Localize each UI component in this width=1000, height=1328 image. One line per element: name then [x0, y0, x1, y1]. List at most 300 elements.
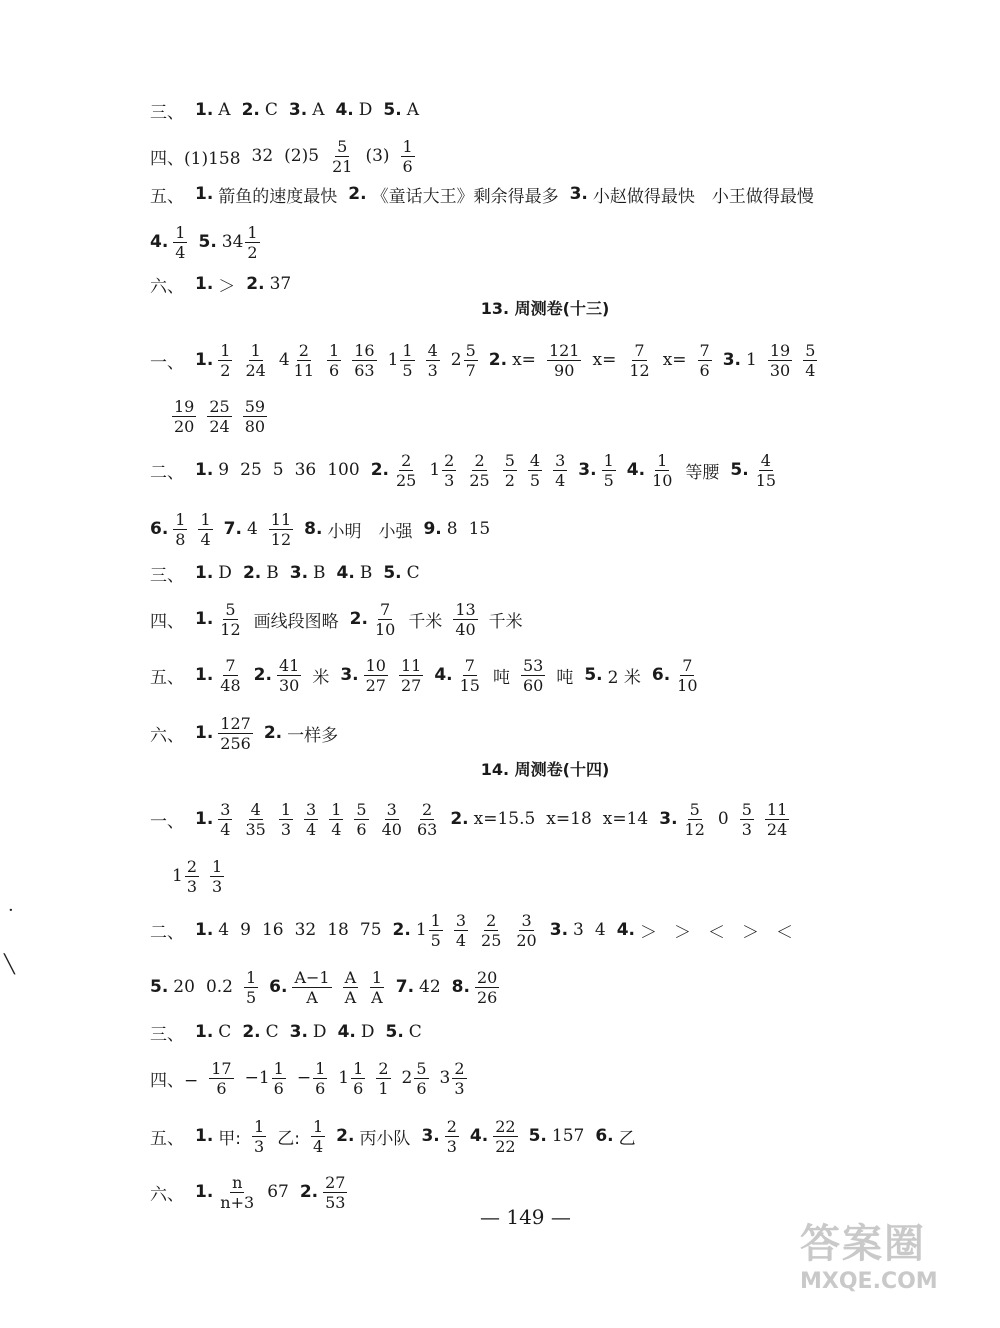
answer-text: 100	[327, 460, 360, 480]
question-number: 3.	[659, 809, 678, 829]
fraction	[698, 341, 712, 380]
answer-line	[172, 392, 278, 440]
whole-number: 1	[338, 1068, 350, 1088]
fraction-stack	[627, 341, 651, 380]
question-number: 4.	[150, 232, 169, 252]
denominator: 35	[245, 819, 266, 839]
question-number: 5.	[383, 100, 402, 120]
answer-text: 四、−	[150, 1070, 199, 1091]
answer-text: 15	[468, 519, 491, 539]
answer-text: x=	[592, 350, 617, 370]
answer-text: 吨	[556, 667, 574, 688]
fraction	[440, 1059, 467, 1098]
numerator: 2	[422, 799, 433, 819]
fraction-stack	[547, 341, 582, 380]
whole-number: 4	[278, 350, 290, 370]
fraction	[803, 341, 817, 380]
question-number: 1.	[195, 1022, 214, 1042]
question-number: 5.	[528, 1126, 547, 1146]
answer-text: 五、	[150, 186, 184, 207]
fraction	[369, 968, 385, 1007]
answer-line	[150, 963, 510, 1011]
whole-number: −1	[244, 1068, 270, 1088]
question-number: 3.	[340, 665, 359, 685]
fraction	[218, 1173, 256, 1212]
fraction	[394, 451, 418, 490]
question-number: 3.	[722, 350, 742, 370]
denominator: A	[344, 987, 357, 1007]
question-number: 3.	[288, 100, 308, 120]
fraction	[279, 341, 316, 380]
denominator: 5	[529, 470, 541, 490]
answer-line	[150, 260, 302, 308]
answer-line	[150, 906, 804, 954]
answer-line	[150, 1168, 358, 1216]
denominator: A	[371, 987, 383, 1007]
numerator: 3	[455, 910, 467, 930]
answer-text: D	[358, 100, 373, 120]
fraction-stack	[272, 1059, 286, 1098]
numerator: 127	[220, 713, 251, 733]
answer-text: 画线段图略	[253, 611, 339, 632]
fraction	[475, 968, 499, 1007]
answer-text: 乙	[618, 1128, 636, 1149]
numerator: 5	[504, 450, 515, 470]
denominator: 11	[293, 360, 315, 380]
question-number: 5.	[383, 563, 402, 583]
fraction	[209, 1059, 233, 1098]
answer-text: x=	[662, 350, 687, 370]
answer-line	[150, 1008, 433, 1056]
numerator: 2	[454, 1058, 465, 1078]
denominator: 2	[220, 360, 231, 380]
fraction-stack	[313, 1059, 327, 1098]
whole-number: 3	[439, 1068, 451, 1088]
answer-text: 乙:	[277, 1128, 300, 1149]
answer-line	[150, 1054, 478, 1102]
watermark-logo	[800, 1212, 990, 1322]
fraction	[451, 341, 478, 380]
numerator: 7	[699, 340, 710, 360]
fraction	[218, 714, 253, 753]
numerator: 4	[529, 450, 541, 470]
answer-text: 千米	[408, 611, 443, 632]
fraction-stack	[479, 911, 503, 950]
numerator: 1	[220, 340, 231, 360]
question-number: 1.	[195, 809, 214, 829]
denominator: 20	[516, 930, 537, 950]
question-number: 1.	[195, 665, 214, 685]
numerator: 5	[805, 340, 816, 360]
fraction	[388, 341, 415, 380]
denominator: 7	[465, 360, 476, 380]
fraction-stack	[514, 911, 538, 950]
denominator: 2	[504, 470, 515, 490]
numerator: 5	[741, 799, 752, 819]
numerator: 1	[200, 509, 211, 529]
denominator: 6	[353, 1078, 364, 1098]
question-number: 4.	[434, 665, 453, 685]
fraction	[173, 510, 187, 549]
fraction	[173, 223, 187, 262]
answer-text: x=14	[602, 809, 649, 829]
fraction	[402, 1059, 429, 1098]
answer-text: 小明 小强	[327, 521, 413, 542]
fraction	[207, 397, 231, 436]
fraction	[354, 800, 368, 839]
fraction	[243, 341, 267, 380]
question-number: 3.	[421, 1126, 440, 1146]
fraction-stack	[754, 451, 778, 490]
fraction	[252, 1117, 266, 1156]
fraction	[754, 451, 778, 490]
fraction	[683, 800, 707, 839]
question-number: 2.	[392, 920, 411, 940]
answer-text: 丙小队	[359, 1128, 411, 1149]
denominator: 60	[522, 675, 544, 695]
answer-text: 4	[246, 519, 258, 539]
question-number: 5.	[150, 977, 169, 997]
fraction-stack	[429, 911, 443, 950]
numerator: 1	[247, 222, 258, 242]
denominator: 4	[312, 1136, 324, 1156]
answer-text: 三、	[150, 565, 184, 586]
answer-text: 32	[294, 920, 317, 940]
question-number: 7.	[395, 977, 415, 997]
fraction-stack	[218, 341, 232, 380]
question-number: 2.	[242, 563, 262, 583]
numerator: 1	[212, 856, 223, 876]
fraction	[311, 1117, 325, 1156]
fraction-stack	[245, 223, 259, 262]
question-number: 1.	[195, 274, 214, 294]
fraction	[415, 800, 439, 839]
denominator: 10	[374, 619, 396, 639]
fraction	[553, 451, 567, 490]
fraction	[479, 911, 503, 950]
fraction	[338, 1059, 365, 1098]
answer-text: x=18	[546, 809, 592, 829]
fraction-stack	[399, 656, 423, 695]
fraction	[467, 451, 491, 490]
answer-text: 9	[218, 460, 230, 480]
fraction	[245, 1059, 286, 1098]
denominator: 12	[270, 529, 292, 549]
answer-text: 小赵做得最快 小王做得最慢	[592, 186, 814, 207]
denominator: 21	[332, 156, 353, 176]
numerator: 2	[401, 450, 412, 470]
question-number: 5.	[730, 460, 749, 480]
numerator: 2	[474, 450, 485, 470]
numerator: 17	[211, 1058, 232, 1078]
fraction-stack	[218, 800, 232, 839]
fraction-stack	[292, 341, 316, 380]
denominator: 4	[455, 930, 467, 950]
numerator: 3	[306, 799, 317, 819]
question-number: 1.	[195, 100, 214, 120]
numerator: 2	[486, 910, 497, 930]
numerator: 1	[402, 340, 413, 360]
question-number: 2.	[241, 100, 260, 120]
fraction-stack	[173, 510, 187, 549]
section-title: 14. 周测卷(十四)	[480, 760, 610, 779]
question-number: 1.	[195, 350, 214, 370]
numerator: 1	[657, 450, 668, 470]
question-number: 5.	[385, 1022, 404, 1042]
fraction	[675, 656, 699, 695]
numerator: 1	[280, 799, 292, 819]
numerator: 22	[495, 1116, 516, 1136]
numerator: 7	[682, 655, 693, 675]
denominator: 40	[381, 819, 402, 839]
answer-text: B	[359, 563, 373, 583]
question-number: 4.	[616, 920, 635, 940]
numerator: 1	[254, 1116, 265, 1136]
answer-text: 甲:	[218, 1128, 242, 1149]
fraction-stack	[426, 341, 440, 380]
fraction	[269, 510, 293, 549]
answer-text: 0	[717, 809, 729, 829]
numerator: 121	[548, 340, 580, 360]
fraction	[218, 600, 242, 639]
fraction	[445, 1117, 459, 1156]
question-number: 2.	[242, 1022, 261, 1042]
fraction-stack	[765, 800, 789, 839]
whole-number: 2	[401, 1068, 413, 1088]
numerator: 5	[689, 799, 700, 819]
denominator: 3	[254, 1136, 265, 1156]
fraction-stack	[252, 1117, 266, 1156]
numerator: 2	[446, 1116, 457, 1136]
answer-text: C	[408, 1022, 422, 1042]
fraction-stack	[376, 1059, 390, 1098]
fraction-stack	[277, 656, 301, 695]
answer-text: 一样多	[287, 725, 339, 746]
denominator: 5	[603, 470, 614, 490]
question-number: 6.	[651, 665, 671, 685]
denominator: 3	[446, 1136, 457, 1156]
question-number: 7.	[223, 519, 242, 539]
numerator: 7	[464, 655, 475, 675]
answer-text: 一、	[150, 352, 184, 373]
denominator: 3	[444, 470, 455, 490]
denominator: 12	[220, 619, 241, 639]
numerator: 1	[175, 509, 186, 529]
answer-text: 42	[419, 977, 441, 997]
question-number: 2.	[263, 723, 283, 743]
denominator: 5	[402, 360, 413, 380]
fraction	[218, 800, 232, 839]
answer-text: A	[218, 100, 231, 120]
fraction	[327, 341, 341, 380]
numerator: 3	[386, 799, 397, 819]
page-number: — 149 —	[480, 1205, 571, 1229]
fraction	[740, 800, 754, 839]
fraction	[243, 397, 267, 436]
fraction	[650, 451, 674, 490]
answer-text: 0.2	[205, 977, 233, 997]
question-number: 2.	[488, 350, 508, 370]
fraction-stack	[173, 223, 187, 262]
answer-text: 2 米	[607, 667, 641, 688]
fraction	[210, 857, 224, 896]
fraction-stack	[185, 857, 199, 896]
denominator: 3	[186, 876, 198, 896]
answer-text: 4	[218, 920, 230, 940]
answer-text: C	[218, 1022, 232, 1042]
denominator: 40	[455, 619, 476, 639]
answer-line	[150, 709, 349, 757]
answer-text: 三、	[150, 1024, 184, 1045]
fraction	[765, 800, 789, 839]
numerator: 3	[555, 450, 566, 470]
numerator: A	[344, 967, 357, 987]
denominator: 22	[495, 1136, 516, 1156]
scan-mark: ·	[8, 900, 14, 921]
fraction	[244, 968, 258, 1007]
denominator: 3	[741, 819, 752, 839]
denominator: 15	[459, 675, 480, 695]
question-number: 2.	[336, 1126, 355, 1146]
answer-line	[150, 86, 430, 134]
denominator: 6	[315, 1078, 326, 1098]
denominator: 12	[684, 819, 705, 839]
denominator: 4	[306, 819, 317, 839]
answer-text: 36	[294, 460, 317, 480]
fraction-stack	[553, 451, 567, 490]
fraction-stack	[493, 1117, 517, 1156]
fraction-stack	[351, 1059, 365, 1098]
fraction-stack	[354, 800, 368, 839]
numerator: 7	[634, 340, 645, 360]
answer-text: (3)	[365, 146, 390, 166]
question-number: 6.	[269, 977, 288, 997]
answer-text: 18	[327, 920, 349, 940]
fraction	[373, 600, 397, 639]
fraction-stack	[740, 800, 754, 839]
denominator: 6	[402, 156, 413, 176]
question-number: 2.	[370, 460, 389, 480]
fraction-stack	[464, 341, 478, 380]
denominator: 4	[331, 819, 342, 839]
answer-text: D	[312, 1022, 327, 1042]
question-number: 4.	[469, 1126, 489, 1146]
question-number: 3.	[549, 920, 569, 940]
scan-mark: ╲	[4, 954, 15, 975]
answer-text: 37	[269, 274, 292, 294]
fraction	[352, 341, 376, 380]
denominator: 27	[400, 675, 422, 695]
whole-number: 1	[429, 460, 441, 480]
fraction-stack	[218, 1173, 256, 1212]
fraction-stack	[207, 397, 231, 436]
denominator: 15	[755, 470, 777, 490]
fraction	[514, 911, 538, 950]
numerator: 53	[522, 655, 544, 675]
denominator: 3	[212, 876, 223, 896]
answer-text: 三、	[150, 102, 184, 123]
numerator: 5	[465, 340, 476, 360]
numerator: 1	[430, 910, 441, 930]
fraction-stack	[269, 510, 293, 549]
fraction	[602, 451, 616, 490]
fraction-stack	[210, 857, 224, 896]
fraction	[426, 341, 440, 380]
fraction	[399, 656, 423, 695]
numerator: 1	[175, 222, 186, 242]
numerator: 20	[476, 967, 498, 987]
question-number: 1.	[195, 184, 214, 204]
denominator: 25	[469, 470, 490, 490]
question-number: 6.	[150, 519, 169, 539]
numerator: 1	[315, 1058, 326, 1078]
fraction	[323, 1173, 347, 1212]
fraction	[297, 1059, 327, 1098]
numerator: 5	[356, 799, 367, 819]
fraction-stack	[244, 968, 258, 1007]
numerator: 1	[245, 967, 257, 987]
answer-text: A	[312, 100, 325, 120]
numerator: 1	[329, 340, 340, 360]
denominator: 48	[220, 675, 241, 695]
fraction	[503, 451, 517, 490]
question-number: 2.	[348, 184, 367, 204]
fraction-stack	[279, 800, 293, 839]
watermark-bottom-text: MXQE.COM	[800, 1269, 938, 1294]
fraction-stack	[243, 397, 267, 436]
answer-text: 5	[272, 460, 284, 480]
denominator: 3	[427, 360, 438, 380]
fraction	[222, 223, 260, 262]
answer-text: 3	[573, 920, 584, 940]
question-number: 1.	[195, 1182, 214, 1202]
answer-line	[150, 336, 828, 384]
numerator: 2	[378, 1058, 389, 1078]
whole-number: 1	[415, 920, 427, 940]
answer-text: 16	[261, 920, 284, 940]
question-number: 5.	[198, 232, 217, 252]
denominator: 5	[245, 987, 257, 1007]
numerator: 27	[325, 1172, 346, 1192]
numerator: 7	[380, 599, 391, 619]
numerator: 59	[244, 396, 266, 416]
question-number: 9.	[423, 519, 442, 539]
fraction-stack	[602, 451, 616, 490]
fraction-stack	[394, 451, 418, 490]
answer-text: 一、	[150, 811, 184, 832]
fraction-stack	[198, 510, 212, 549]
fraction-stack	[698, 341, 712, 380]
denominator: 6	[216, 1078, 227, 1098]
fraction	[454, 911, 468, 950]
answer-text: 《童话大王》剩余得最多	[371, 186, 559, 207]
fraction-stack	[343, 968, 359, 1007]
fraction-stack	[327, 341, 341, 380]
fraction	[376, 1059, 390, 1098]
numerator: 1	[353, 1058, 364, 1078]
fraction-stack	[454, 911, 468, 950]
numerator: 3	[521, 910, 532, 930]
denominator: 6	[273, 1078, 284, 1098]
answer-text: 千米	[488, 611, 523, 632]
watermark-top-text: 答案圈	[800, 1221, 926, 1267]
fraction-stack	[323, 1173, 347, 1212]
answer-line	[150, 446, 789, 494]
fraction-stack	[445, 1117, 459, 1156]
denominator: 6	[699, 360, 710, 380]
numerator: 1	[273, 1058, 284, 1078]
denominator: 24	[209, 416, 230, 436]
